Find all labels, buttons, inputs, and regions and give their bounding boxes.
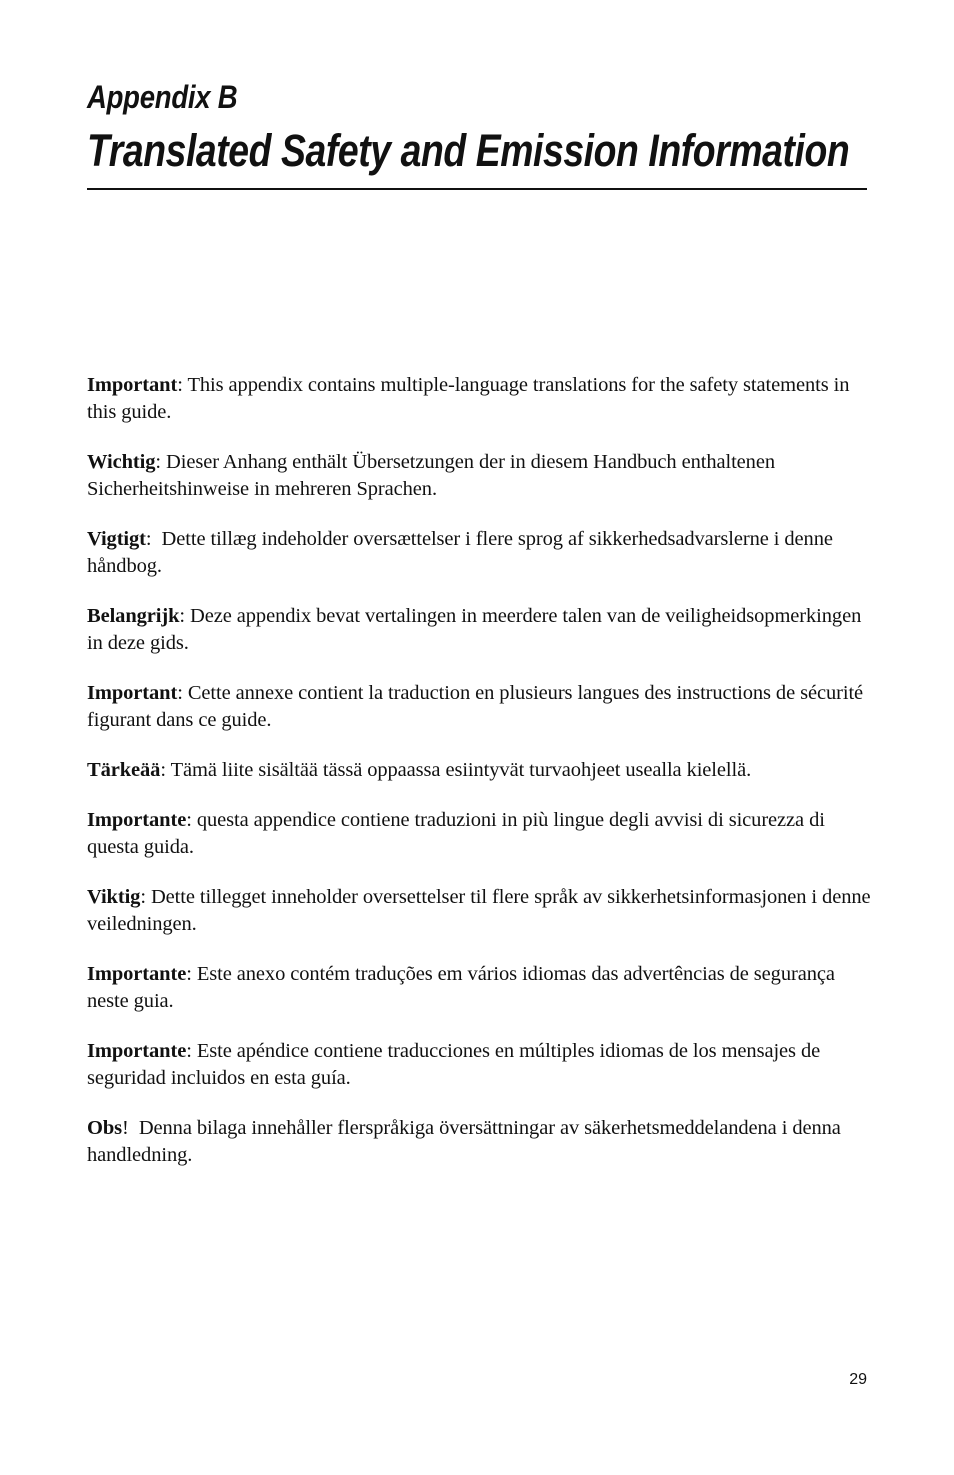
page-header	[87, 78, 867, 178]
notice-separator: !	[122, 1117, 129, 1139]
notice-separator: :	[186, 809, 192, 831]
notice-english	[87, 372, 877, 426]
notice-norwegian	[87, 884, 877, 938]
title-divider	[87, 188, 867, 190]
notice-term: Importante	[87, 809, 187, 831]
notice-text: Deze appendix bevat vertalingen in meerdere talen van de veiligheidsopmerkingen in deze gids.	[87, 605, 862, 654]
notice-separator: :	[145, 528, 152, 550]
notice-spanish	[87, 1038, 877, 1092]
notice-french	[87, 680, 877, 734]
notice-text: Dette tillegget inneholder oversettelser til flere språk av sikkerhetsinformasjonen i denne veiledningen.	[87, 886, 871, 935]
notice-term: Important	[87, 374, 178, 396]
notice-text: Denna bilaga innehåller flerspråkiga översättningar av säkerhetsmeddelandena i denna handledning.	[87, 1117, 846, 1166]
notice-text: This appendix contains multiple-language translations for the safety statements in this guide.	[87, 374, 850, 423]
notice-separator: :	[140, 886, 146, 908]
notice-separator: :	[160, 759, 166, 781]
notice-term: Obs	[87, 1117, 123, 1139]
notice-separator: :	[179, 605, 186, 627]
notice-list	[87, 372, 877, 1192]
notice-term: Important	[87, 682, 178, 704]
notice-separator: :	[177, 682, 183, 704]
notice-separator: :	[186, 963, 192, 985]
page-number: 29	[849, 1371, 867, 1388]
notice-text: Este apéndice contiene traducciones en múltiples idiomas de los mensajes de seguridad incluidos en esta guía.	[87, 1040, 821, 1089]
page-title: Translated Safety and Emission Information	[87, 125, 850, 176]
notice-term: Importante	[87, 1040, 187, 1062]
notice-text: Cette annexe contient la traduction en plusieurs langues des instructions de sécurité figurant dans ce guide.	[87, 682, 864, 731]
notice-italian	[87, 807, 877, 861]
notice-finnish	[87, 757, 877, 784]
notice-term: Tärkeää	[87, 759, 161, 781]
notice-text: Dette tillæg indeholder oversættelser i flere sprog af sikkerhedsadvarslerne i denne håndbog.	[87, 528, 838, 577]
appendix-label: Appendix B	[87, 79, 238, 115]
notice-swedish	[87, 1115, 877, 1169]
notice-text: questa appendice contiene traduzioni in più lingue degli avvisi di sicurezza di questa guida.	[87, 809, 825, 858]
notice-dutch	[87, 603, 877, 657]
notice-term: Vigtigt	[87, 528, 146, 550]
notice-term: Viktig	[87, 886, 141, 908]
notice-german	[87, 449, 877, 503]
notice-text: Dieser Anhang enthält Übersetzungen der in diesem Handbuch enthaltenen Sicherheitshinweise in mehreren Sprachen.	[87, 451, 775, 500]
notice-portuguese	[87, 961, 877, 1015]
notice-term: Importante	[87, 963, 187, 985]
notice-term: Belangrijk	[87, 605, 180, 627]
notice-danish	[87, 526, 877, 580]
notice-separator: :	[177, 374, 183, 396]
notice-text: Este anexo contém traduções em vários idiomas das advertências de segurança neste guia.	[87, 963, 835, 1012]
notice-separator: :	[186, 1040, 192, 1062]
notice-text: Tämä liite sisältää tässä oppaassa esiintyvät turvaohjeet usealla kielellä.	[165, 759, 752, 781]
notice-separator: :	[155, 451, 162, 473]
notice-term: Wichtig	[87, 451, 156, 473]
